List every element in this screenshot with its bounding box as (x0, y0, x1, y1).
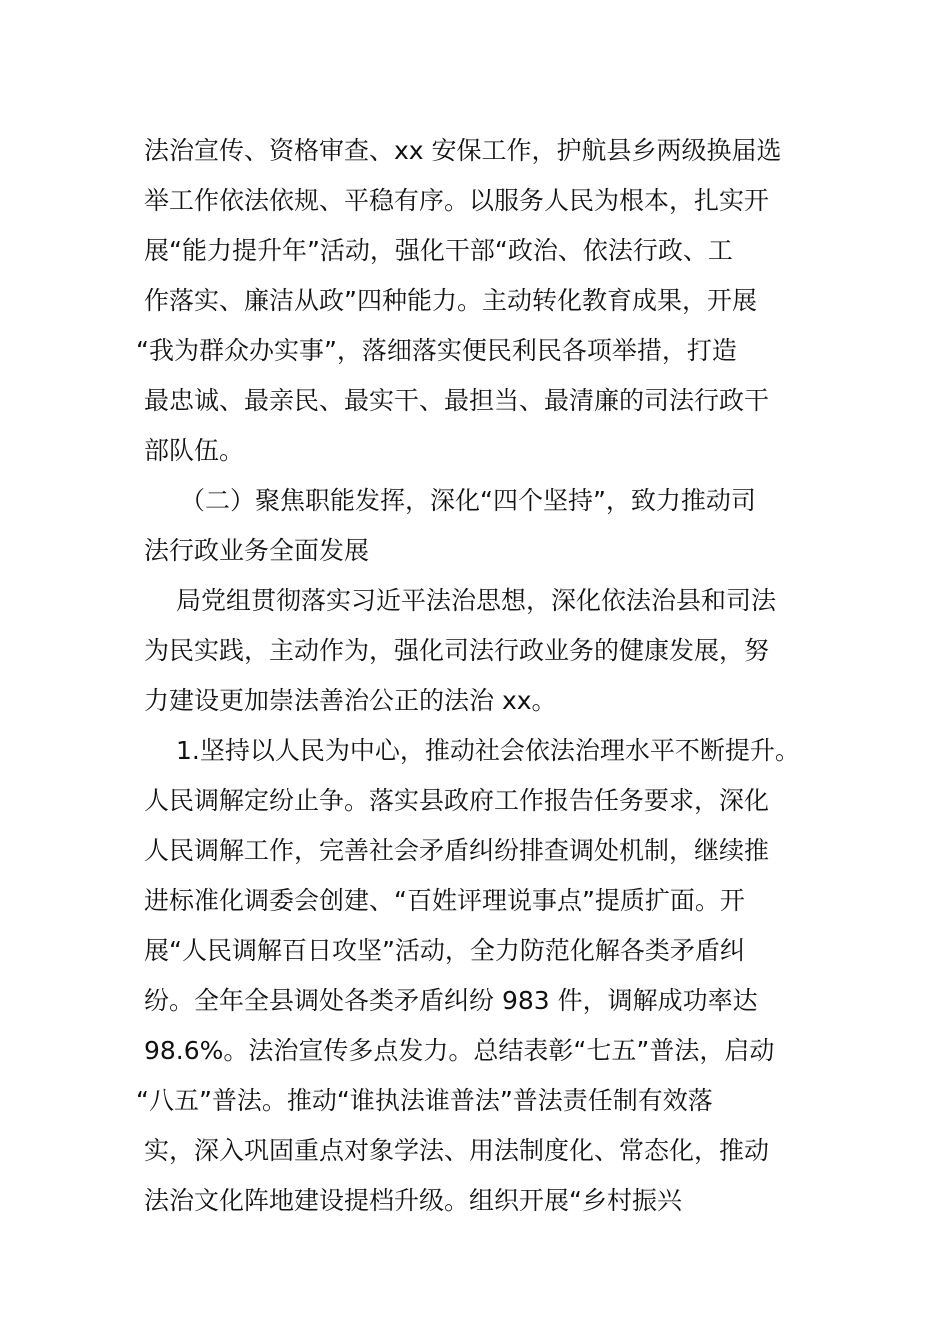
numbered-point-line: 1.坚持以人民为中心，推动社会依法治理水平不断提升。 (176, 736, 800, 765)
text-line: 法治文化阵地建设提档升级。组织开展“乡村振兴 (144, 1186, 682, 1215)
text-line: 部队伍。 (144, 436, 245, 465)
text-line: 人民调解工作，完善社会矛盾纠纷排查调处机制，继续推 (144, 836, 770, 865)
text-line: “我为群众办实事”，落细落实便民利民各项举措，打造 (136, 336, 737, 365)
text-line: 实，深入巩固重点对象学法、用法制度化、常态化，推动 (144, 1136, 770, 1165)
section-heading-line: 法行政业务全面发展 (144, 536, 370, 565)
text-line: 展“能力提升年”活动，强化干部“政治、依法行政、工 (144, 236, 733, 265)
text-line: 人民调解定纷止争。落实县政府工作报告任务要求，深化 (144, 786, 770, 815)
text-line: 纷。全年全县调处各类矛盾纠纷 983 件，调解成功率达 (144, 986, 758, 1015)
text-line: 最忠诚、最亲民、最实干、最担当、最清廉的司法行政干 (144, 386, 770, 415)
text-line: 为民实践，主动作为，强化司法行政业务的健康发展，努 (144, 636, 770, 665)
text-line: 力建设更加崇法善治公正的法治 xx。 (144, 686, 557, 715)
text-line: 作落实、廉洁从政”四种能力。主动转化教育成果，开展 (144, 286, 757, 315)
text-line: 举工作依法依规、平稳有序。以服务人民为根本，扎实开 (144, 186, 770, 215)
text-line: “八五”普法。推动“谁执法谁普法”普法责任制有效落 (136, 1086, 713, 1115)
text-line: 进标准化调委会创建、“百姓评理说事点”提质扩面。开 (144, 886, 745, 915)
text-line: 展“人民调解百日攻坚”活动，全力防范化解各类矛盾纠 (144, 936, 745, 965)
text-line: 局党组贯彻落实习近平法治思想，深化依法治县和司法 (176, 586, 777, 615)
text-line: 98.6%。法治宣传多点发力。总结表彰“七五”普法，启动 (144, 1036, 775, 1065)
text-line: 法治宣传、资格审查、xx 安保工作，护航县乡两级换届选 (144, 136, 782, 165)
section-heading-line: （二）聚焦职能发挥，深化“四个坚持”，致力推动司 (180, 486, 756, 515)
body-text (136, 126, 824, 1226)
